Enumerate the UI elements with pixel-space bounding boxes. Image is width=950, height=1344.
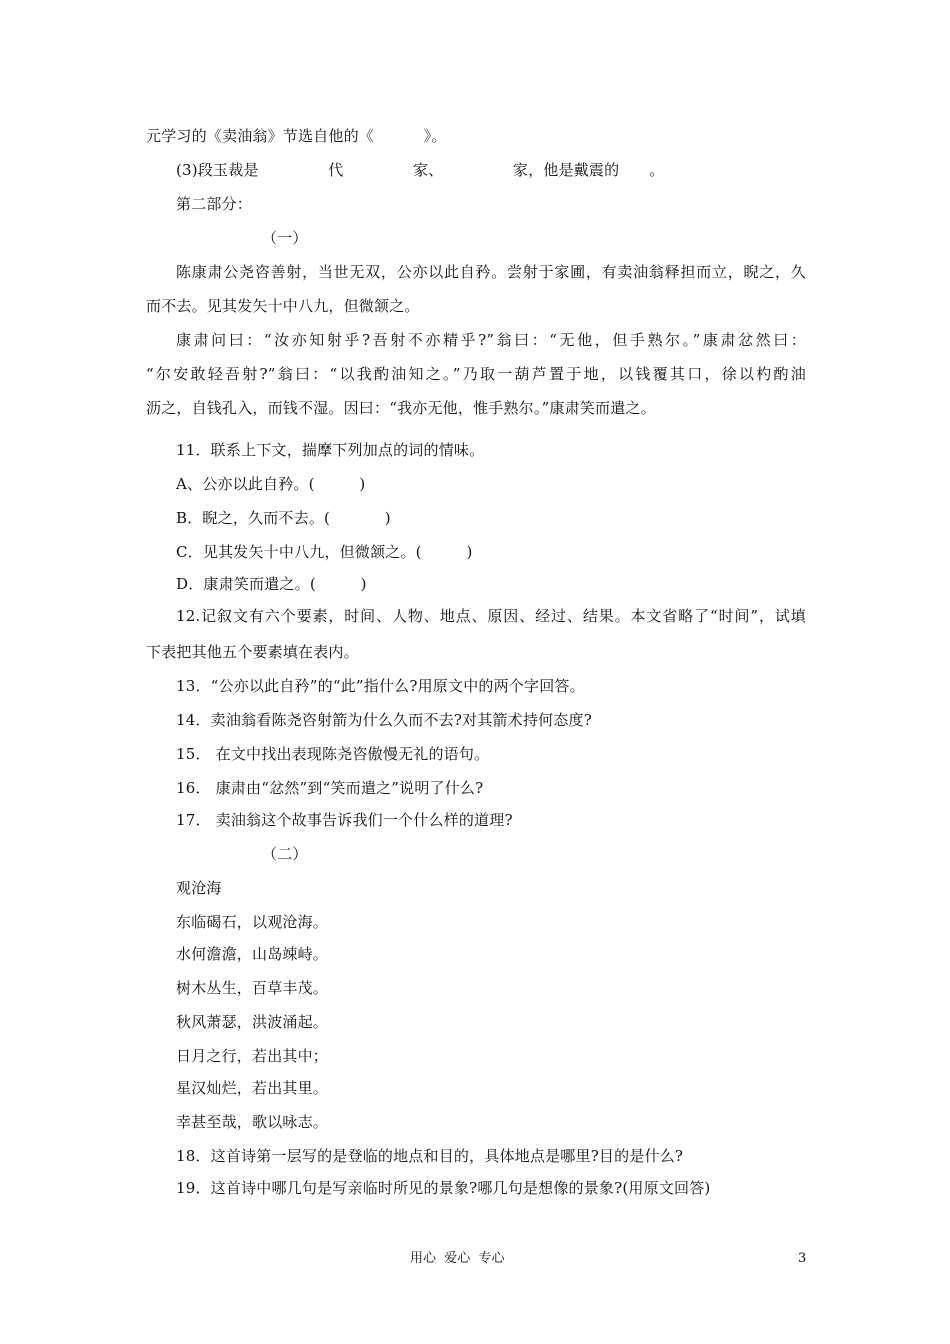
option-line: A、公亦以此自矜。( ) bbox=[176, 475, 366, 493]
poem-line: 东临碣石，以观沧海。 bbox=[176, 913, 329, 931]
subsection-heading: （一） bbox=[262, 229, 308, 247]
question-line: 19．这首诗中哪几句是写亲临时所见的景象?哪几句是想像的景象?(用原文回答) bbox=[176, 1179, 711, 1197]
question-line: 14．卖油翁看陈尧咨射箭为什么久而不去?对其箭术持何态度? bbox=[176, 711, 592, 729]
question-line: 16． 康肃由“忿然”到“笑而遣之”说明了什么? bbox=[176, 779, 484, 797]
question-line: 15． 在文中找出表现陈尧咨傲慢无礼的语句。 bbox=[176, 745, 490, 763]
poem-line: 星汉灿烂，若出其里。 bbox=[176, 1079, 329, 1097]
passage-line: 而不去。见其发矢十中八九，但微颔之。 bbox=[146, 297, 420, 315]
text-line: (3)段玉裁是 代 家、 家，他是戴震的 。 bbox=[176, 161, 665, 179]
passage-line: 陈康肃公尧咨善射，当世无双，公亦以此自矜。尝射于家圃，有卖油翁释担而立，睨之，久 bbox=[176, 263, 806, 281]
poem-title: 观沧海 bbox=[176, 879, 222, 897]
section-heading: 第二部分： bbox=[176, 195, 253, 213]
passage-line: 康肃问曰：“汝亦知射乎?吾射不亦精乎?”翁曰：“无他，但手熟尔。”康肃忿然曰： bbox=[176, 331, 806, 349]
text-line: 元学习的《卖油翁》节选自他的《 》。 bbox=[146, 127, 447, 145]
option-line: C．见其发矢十中八九，但微颔之。( ) bbox=[176, 543, 473, 561]
passage-line: “尔安敢轻吾射?”翁曰：“以我酌油知之。”乃取一葫芦置于地，以钱覆其口，徐以杓酌油 bbox=[146, 365, 806, 383]
question-line: 18．这首诗第一层写的是登临的地点和目的，具体地点是哪里?目的是什么? bbox=[176, 1147, 684, 1165]
question-line: 17． 卖油翁这个故事告诉我们一个什么样的道理? bbox=[176, 811, 513, 829]
poem-line: 秋风萧瑟，洪波涌起。 bbox=[176, 1013, 329, 1031]
question-line: 下表把其他五个要素填在表内。 bbox=[146, 643, 359, 661]
page-number: 3 bbox=[798, 1251, 807, 1266]
poem-line: 水何澹澹，山岛竦峙。 bbox=[176, 945, 329, 963]
poem-line: 日月之行，若出其中； bbox=[176, 1047, 329, 1065]
question-line: 11．联系上下文，揣摩下列加点的词的情味。 bbox=[176, 441, 485, 459]
option-line: D．康肃笑而遣之。( ) bbox=[176, 575, 367, 593]
question-line: 13．“公亦以此自矜”的“此”指什么?用原文中的两个字回答。 bbox=[176, 677, 585, 695]
poem-line: 幸甚至哉，歌以咏志。 bbox=[176, 1113, 329, 1131]
passage-line: 沥之，自钱孔入，而钱不湿。因曰：“我亦无他，惟手熟尔。”康肃笑而遣之。 bbox=[146, 399, 656, 417]
footer-motto: 用心 爱心 专心 bbox=[410, 1251, 505, 1266]
question-line: 12.记叙文有六个要素，时间、人物、地点、原因、经过、结果。本文省略了“时间”，试填 bbox=[176, 607, 806, 625]
option-line: B．睨之，久而不去。( ) bbox=[176, 509, 391, 527]
subsection-heading: （二） bbox=[262, 845, 308, 863]
poem-line: 树木丛生，百草丰茂。 bbox=[176, 979, 329, 997]
